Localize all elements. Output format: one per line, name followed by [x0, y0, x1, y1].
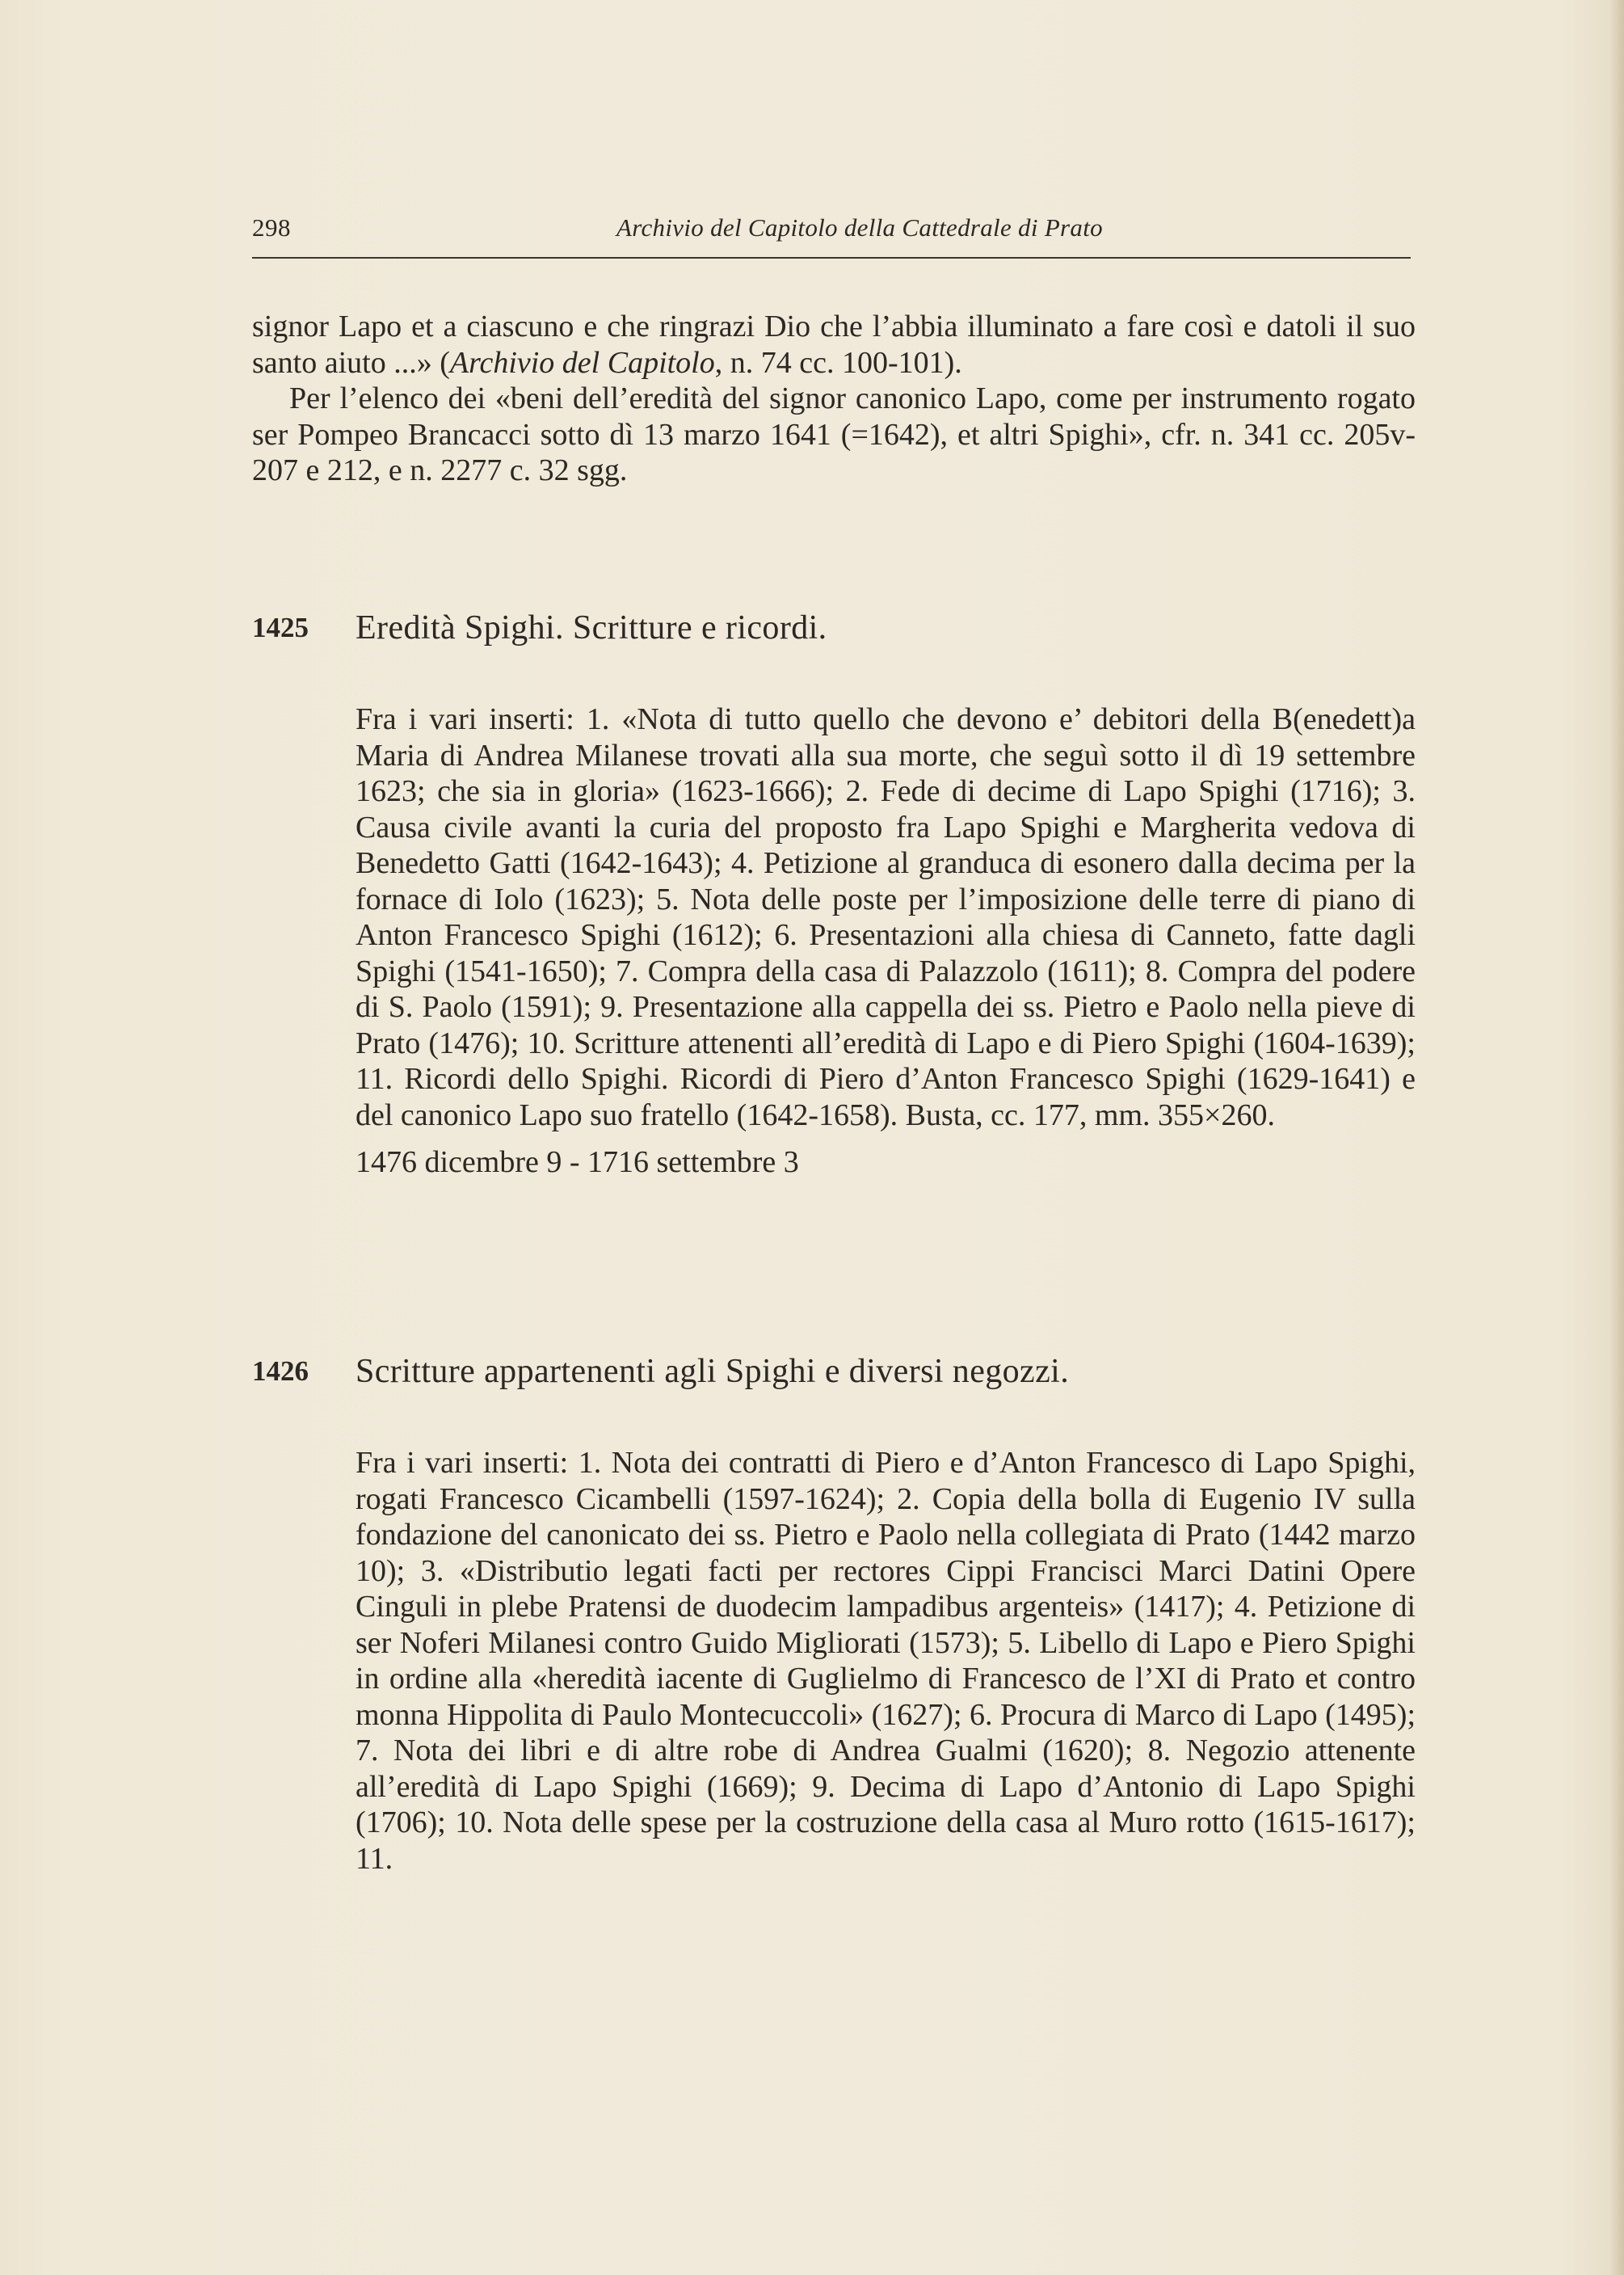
- page-edge-shadow: [1609, 0, 1624, 2275]
- intro-text-pre: signor Lapo et a ciascuno e che ringrazi Dio che l’abbia illuminato a fare così e datoli il suo santo aiuto ...» (: [252, 310, 1416, 380]
- entry-heading: [252, 1351, 1416, 1400]
- page-number: 298: [252, 213, 291, 242]
- entry-title: Scritture appartenenti agli Spighi e diversi negozzi.: [356, 1353, 1070, 1390]
- entry-heading: [252, 608, 1416, 656]
- entry-1426: [252, 1351, 1416, 1877]
- entry-number: 1425: [252, 612, 309, 643]
- entry-body: [356, 701, 1416, 1180]
- entry-body: [356, 1445, 1416, 1877]
- entry-dates: 1476 dicembre 9 - 1716 settembre 3: [356, 1145, 799, 1179]
- intro-text: [252, 309, 1416, 489]
- intro-paragraph-2: Per l’elenco dei «beni dell’eredità del signor canonico Lapo, come per instrumento rogato ser Pompeo Brancacci sotto dì 13 marzo 1641 (=1642), et altri Spighi», cfr. n. 341 cc. 205v-207 e 212, e n. 2277 c. 32 sgg.: [252, 381, 1416, 487]
- entry-number: 1426: [252, 1355, 309, 1387]
- entry-1425: [252, 608, 1416, 1180]
- page-header: [252, 209, 1411, 259]
- entry-description: Fra i vari inserti: 1. Nota dei contratti di Piero e d’Anton Francesco di Lapo Spighi, rogati Francesco Cicambelli (1597-1624); 2. Copia della bolla di Eugenio IV sulla fondazione del canonicato dei ss. Pietro e Paolo nella collegiata di Prato (1442 marzo 10); 3. «Distributio legati facti per rectores Cippi Francisci Marci Datini Opere Cinguli in plebe Pratensi de duodecim lampadibus argenteis» (1417); 4. Petizione di ser Noferi Milanesi contro Guido Migliorati (1573); 5. Libello di Lapo e Piero Spighi in ordine alla «heredità iacente di Guglielmo di Francesco de l’XI di Prato et contro monna Hippolita di Paulo Montecuccoli» (1627); 6. Procura di Marco di Lapo (1495); 7. Nota dei libri e di altre robe di Andrea Gualmi (1620); 8. Negozio attenente all’eredità di Lapo Spighi (1669); 9. Decima di Lapo d’Antonio di Lapo Spighi (1706); 10. Nota delle spese per la costruzione della casa al Muro rotto (1615-1617); 11.: [356, 1446, 1416, 1876]
- intro-citation: Archivio del Capitolo: [449, 345, 715, 380]
- entry-title: Eredità Spighi. Scritture e ricordi.: [356, 609, 827, 647]
- intro-paragraph-1: [252, 309, 1416, 381]
- running-title: Archivio del Capitolo della Cattedrale di Prato: [616, 213, 1103, 242]
- intro-text-post: , n. 74 cc. 100-101).: [714, 345, 962, 380]
- entry-description: Fra i vari inserti: 1. «Nota di tutto quello che devono e’ debitori della B(enedett)a Maria di Andrea Milanese trovati alla sua morte, che seguì sotto il dì 19 settembre 1623; che sia in gloria» (1623-1666); 2. Fede di decime di Lapo Spighi (1716); 3. Causa civile avanti la curia del proposto fra Lapo Spighi e Margherita vedova di Benedetto Gatti (1642-1643); 4. Petizione al granduca di esonero dalla decima per la fornace di Iolo (1623); 5. Nota delle poste per l’imposizione delle terre di piano di Anton Francesco Spighi (1612); 6. Presentazioni alla chiesa di Canneto, fatte dagli Spighi (1541-1650); 7. Compra della casa di Palazzolo (1611); 8. Compra del podere di S. Paolo (1591); 9. Presentazione alla cappella dei ss. Pietro e Paolo nella pieve di Prato (1476); 10. Scritture attenenti all’eredità di Lapo e di Piero Spighi (1604-1639); 11. Ricordi dello Spighi. Ricordi di Piero d’Anton Francesco Spighi (1629-1641) e del canonico Lapo suo fratello (1642-1658). Busta, cc. 177, mm. 355×260.: [356, 702, 1416, 1132]
